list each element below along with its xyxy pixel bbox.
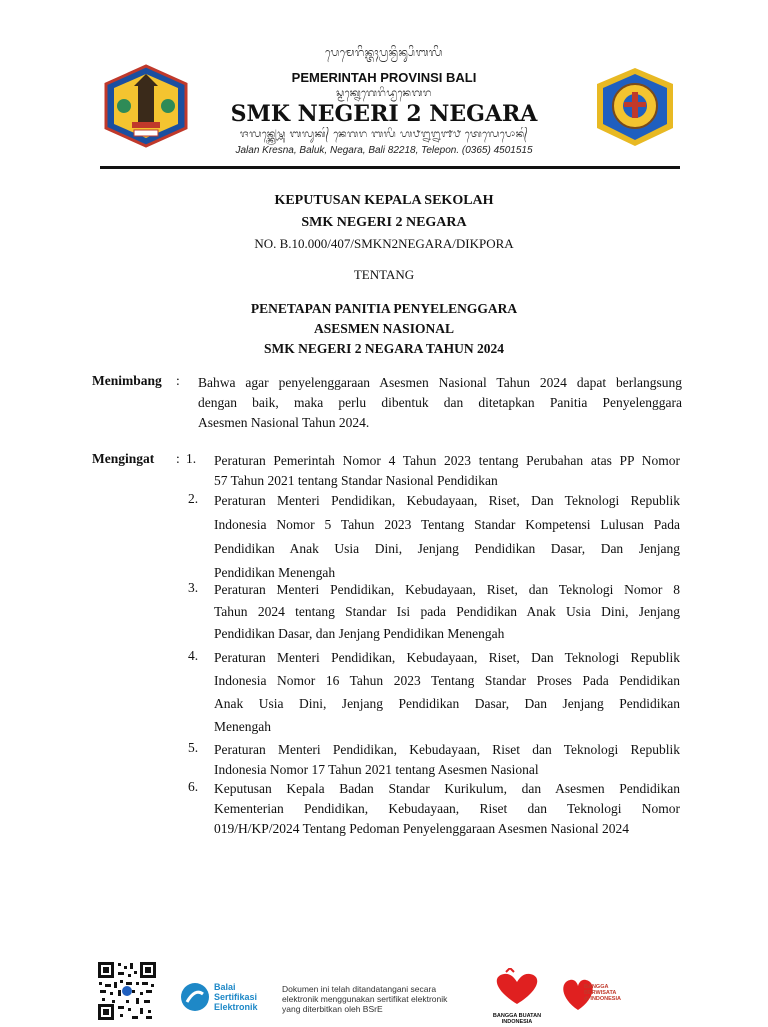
decree-subject-line1: PENETAPAN PANITIA PENYELENGGARA (250, 301, 518, 316)
bangga-buatan-indonesia-text: BANGGA BUATAN INDONESIA (492, 1013, 542, 1025)
mengingat-item-line: Menengah (214, 719, 271, 734)
mengingat-item-line: Peraturan Menteri Pendidikan, Kebudayaan, Riset, Dan Teknologi Republik (214, 493, 680, 508)
mengingat-item-line: Peraturan Menteri Pendidikan, Kebudayaan, Riset dan Teknologi Republik (214, 742, 680, 757)
heart-logo-icon (484, 968, 550, 1008)
bangga-berwisata-text-line1: BANGGA (584, 984, 609, 990)
bsre-name (214, 982, 258, 1012)
school-address: Jalan Kresna, Baluk, Negara, Bali 82218, Telepon. (0365) 4501515 (235, 145, 533, 156)
menimbang-label: Menimbang (92, 373, 162, 388)
decree-number: NO. B.10.000/407/SMKN2NEGARA/DIKPORA (254, 236, 514, 251)
mengingat-item-line: Keputusan Kepala Badan Standar Kurikulum, dan Asesmen Pendidikan (214, 781, 680, 796)
mengingat-item-line: 57 Tahun 2021 tentang Standar Nasional Pendidikan (214, 473, 498, 488)
signature-notice (282, 984, 447, 1014)
right-logo (594, 66, 676, 148)
government-name: PEMERINTAH PROVINSI BALI (291, 70, 477, 85)
mengingat-item-number: 4. (188, 648, 199, 663)
menimbang-colon: : (176, 373, 180, 388)
mengingat-item-line: 019/H/KP/2024 Tentang Pedoman Penyelenggaraan Asesmen Nasional 2024 (214, 821, 629, 836)
balinese-mid-line: ᬲ᭄ᬫᬓ᭄ᬦᬾᬕᬾᬭᬶᬤ᭄ᬯᬦᬾᬕᬭ (336, 88, 432, 99)
mengingat-item-number: 3. (188, 580, 199, 595)
decree-subject-line2: ASESMEN NASIONAL (314, 321, 454, 336)
mengingat-item-number: 2. (188, 491, 199, 506)
qr-code (96, 960, 158, 1022)
decree-school: SMK NEGERI 2 NEGARA (301, 215, 467, 230)
letterhead-rule (100, 166, 680, 169)
mengingat-item-line: Pendidikan Dasar, dan Jenjang Pendidikan Menengah (214, 626, 505, 641)
decree-about: TENTANG (353, 267, 415, 282)
mengingat-colon: : (176, 451, 180, 466)
bangga-berwisata-text-line3: di INDONESIA (584, 996, 621, 1002)
decree-title: KEPUTUSAN KEPALA SEKOLAH (274, 193, 494, 208)
mengingat-item-line: Peraturan Menteri Pendidikan, Kebudayaan, Riset, Dan Teknologi Republik (214, 650, 680, 665)
mengingat-item-number: 5. (188, 740, 199, 755)
signature-notice-line3: yang diterbitkan oleh BSrE (282, 1004, 383, 1014)
bsre-name-line2: Sertifikasi (214, 992, 258, 1002)
signature-notice-line1: Dokumen ini telah ditandatangani secara (282, 984, 437, 994)
bali-province-emblem-icon (104, 64, 188, 148)
bsre-logo (180, 982, 210, 1012)
balinese-address-line: ᬚᬮᬦ᭄ᬓ᭄ᬭᬾᬱ᭄ᬡ ᬩᬮᬸᬓ᭄ ᬦᬾᬕᬭ ᬩᬮᬶ ᬳ᭘᭒᭒᭑᭘ ᬢᬾᬮᬾᬧᭀᬦ᭄ (239, 129, 529, 140)
signature-notice-line2: elektronik menggunakan sertifikat elektronik (282, 994, 448, 1004)
mengingat-item-line: Pendidikan Menengah (214, 565, 336, 580)
mengingat-item-number: 6. (188, 779, 199, 794)
mengingat-item-line: Anak Usia Dini, Jenjang Pendidikan Dasar, Dan Jenjang Pendidikan (214, 696, 680, 711)
qr-code-icon (96, 960, 158, 1022)
mengingat-item-line: Tahun 2024 tentang Standar Isi pada Pendidikan Anak Usia Dini, Jenjang (214, 604, 680, 619)
bangga-berwisata-text-line2: BERWISATA (584, 990, 617, 996)
balinese-top-line: ᬧᬾᬫᬾᬭᬶᬦ᭄ᬢᬄᬧ᭄ᬭᬦ᭄ᬯᬶᬦ᭄ᬲᬶᬩᬮᬶ (325, 46, 443, 59)
menimbang-line: Asesmen Nasional Tahun 2024. (198, 415, 370, 430)
mengingat-item-number: 1. (186, 451, 197, 466)
menimbang-line: dengan baik, maka perlu dibentuk dan ditetapkan Panitia Penyelenggara (198, 395, 682, 410)
bsre-name-line3: Elektronik (214, 1002, 258, 1012)
mengingat-item-line: Peraturan Pemerintah Nomor 4 Tahun 2023 tentang Perubahan atas PP Nomor (214, 453, 680, 468)
school-name: SMK NEGERI 2 NEGARA (230, 101, 538, 127)
menimbang-line: Bahwa agar penyelenggaraan Asesmen Nasional Tahun 2024 dapat berlangsung (198, 375, 682, 390)
mengingat-item-line: Indonesia Nomor 16 Tahun 2023 Tentang Standar Proses Pada Pendidikan (214, 673, 680, 688)
bangga-berwisata-logo (558, 970, 638, 1018)
mengingat-item-line: Kementerian Pendidikan, Kebudayaan, Riset dan Teknologi Nomor (214, 801, 680, 816)
mengingat-item-line: Indonesia Nomor 17 Tahun 2021 tentang Asesmen Nasional (214, 762, 539, 777)
bsre-logo-icon (180, 982, 210, 1012)
mengingat-item-line: Peraturan Menteri Pendidikan, Kebudayaan, Riset, dan Teknologi Nomor 8 (214, 582, 680, 597)
bsre-name-line1: Balai (214, 982, 236, 992)
mengingat-item-line: Indonesia Nomor 5 Tahun 2023 Tentang Standar Kompetensi Lulusan Pada (214, 517, 680, 532)
mengingat-item-line: Pendidikan Anak Usia Dini, Jenjang Pendidikan Dasar, Dan Jenjang (214, 541, 680, 556)
mengingat-label: Mengingat (92, 451, 155, 466)
left-logo (104, 64, 188, 148)
bangga-berwisata-text (584, 984, 621, 1002)
bangga-buatan-indonesia-logo (484, 968, 550, 1025)
school-emblem-icon (594, 66, 676, 148)
decree-subject-line3: SMK NEGERI 2 NEGARA TAHUN 2024 (264, 341, 504, 356)
